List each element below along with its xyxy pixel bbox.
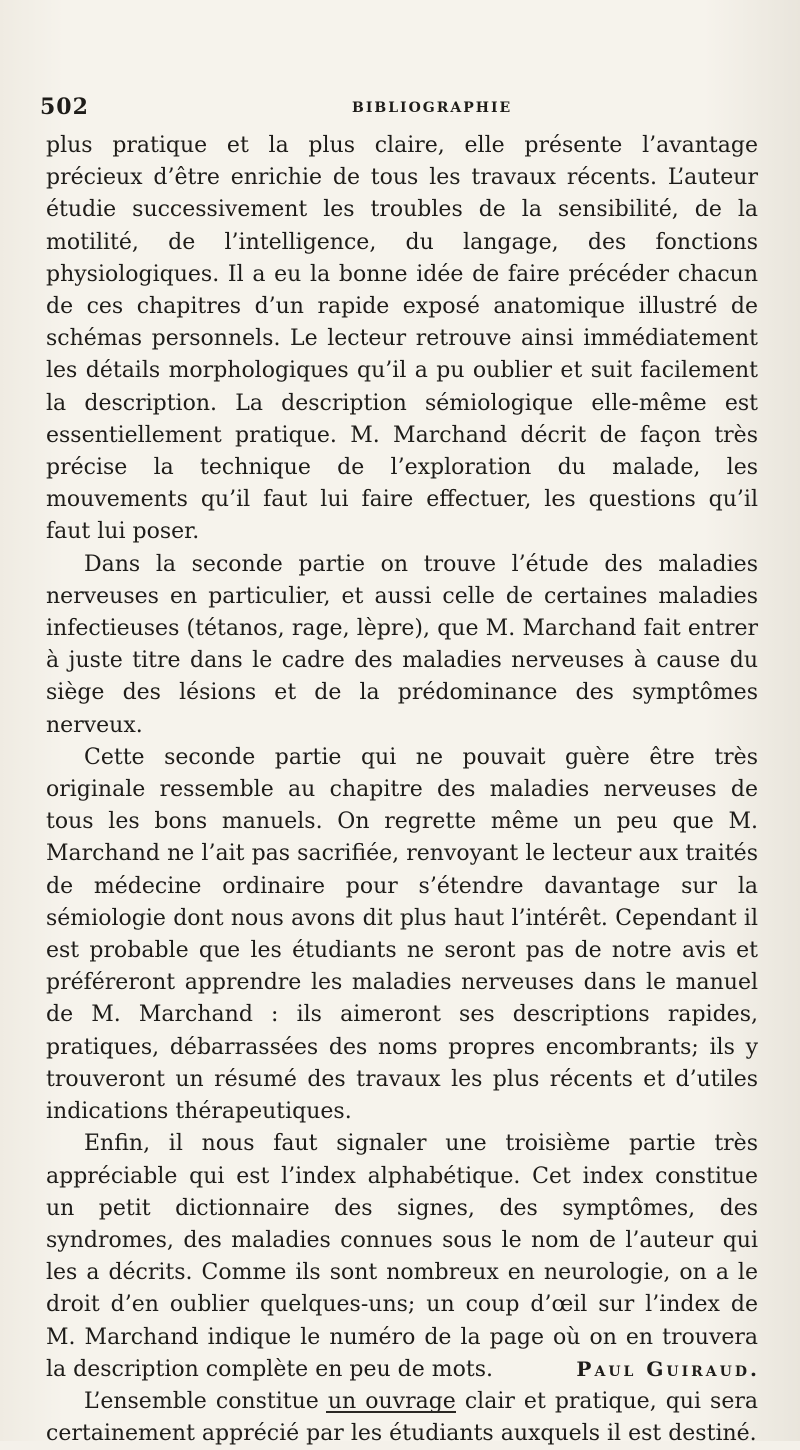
author-signature: Paul Guiraud. bbox=[576, 1357, 760, 1381]
paragraph: Dans la seconde partie on trouve l’étude des maladies nerveuses en particulier, et aussi celle de certaines maladies infectieuses (tétanos, rage, lèpre), que M. Marchand fait entrer à juste titre dans le cadre des maladies nerveuses à cause du siège des lésions et de la prédominance des symptômes nerveux. bbox=[46, 551, 758, 738]
paragraph: Cette seconde partie qui ne pouvait guère être très originale ressemble au chapitre des maladies nerveuses de tous les bons manuels. On regrette même un peu que M. Marchand ne l’ait pas sacrifiée, renvoyant le lecteur aux traités de médecine ordinaire pour s’étendre davantage sur la sémiologie dont nous avons dit plus haut l’intérêt. Cependant il est probable que les étudiants ne seront pas de notre avis et préféreront apprendre les maladies nerveuses dans le manuel de M. Marchand : ils aimeront ses descriptions rapides, pratiques, débarrassées des noms propres encombrants; ils y trouveront un résumé des travaux les plus récents et d’utiles indications thérapeutiques. bbox=[46, 744, 758, 1125]
paragraph-continued: plus pratique et la plus claire, elle présente l’avantage précieux d’être enrichie de tous les travaux récents. L’auteur étudie successivement les troubles de la sensibilité, de la motilité, de l’intelligence, du langage, des fonctions physiologiques. Il a eu la bonne idée de faire précéder chacun de ces chapitres d’un rapide exposé anatomique illustré de schémas personnels. Le lecteur retrouve ainsi immédiatement les détails morphologiques qu’il a pu oublier et suit facilement la description. La description sémiologique elle-même est essentiellement pratique. M. Marchand décrit de façon très précise la technique de l’exploration du malade, les mouvements qu’il faut lui faire effectuer, les questions qu’il faut lui poser. bbox=[46, 133, 758, 545]
page-header bbox=[40, 94, 760, 124]
running-title: BIBLIOGRAPHIE bbox=[352, 100, 513, 116]
paragraph: Enfin, il nous faut signaler une troisième partie très appréciable qui est l’index alphabétique. Cet index constitue un petit dictionnaire des signes, des symptômes, des syndromes, des maladies connues sous le nom de l’auteur qui les a décrits. Comme ils sont nombreux en neurologie, on a le droit d’en oublier quelques-uns; un coup d’œil sur l’index de M. Marchand indique le numéro de la page où on en trouvera la description complète en peu de mots. bbox=[46, 1131, 758, 1382]
closing-rule bbox=[326, 1411, 456, 1413]
page-number: 502 bbox=[40, 94, 89, 120]
body-text bbox=[46, 130, 758, 1450]
paragraph: L’ensemble constitue un ouvrage clair et pratique, qui sera certainement apprécié par les étudiants auxquels il est destiné. bbox=[46, 1388, 758, 1447]
